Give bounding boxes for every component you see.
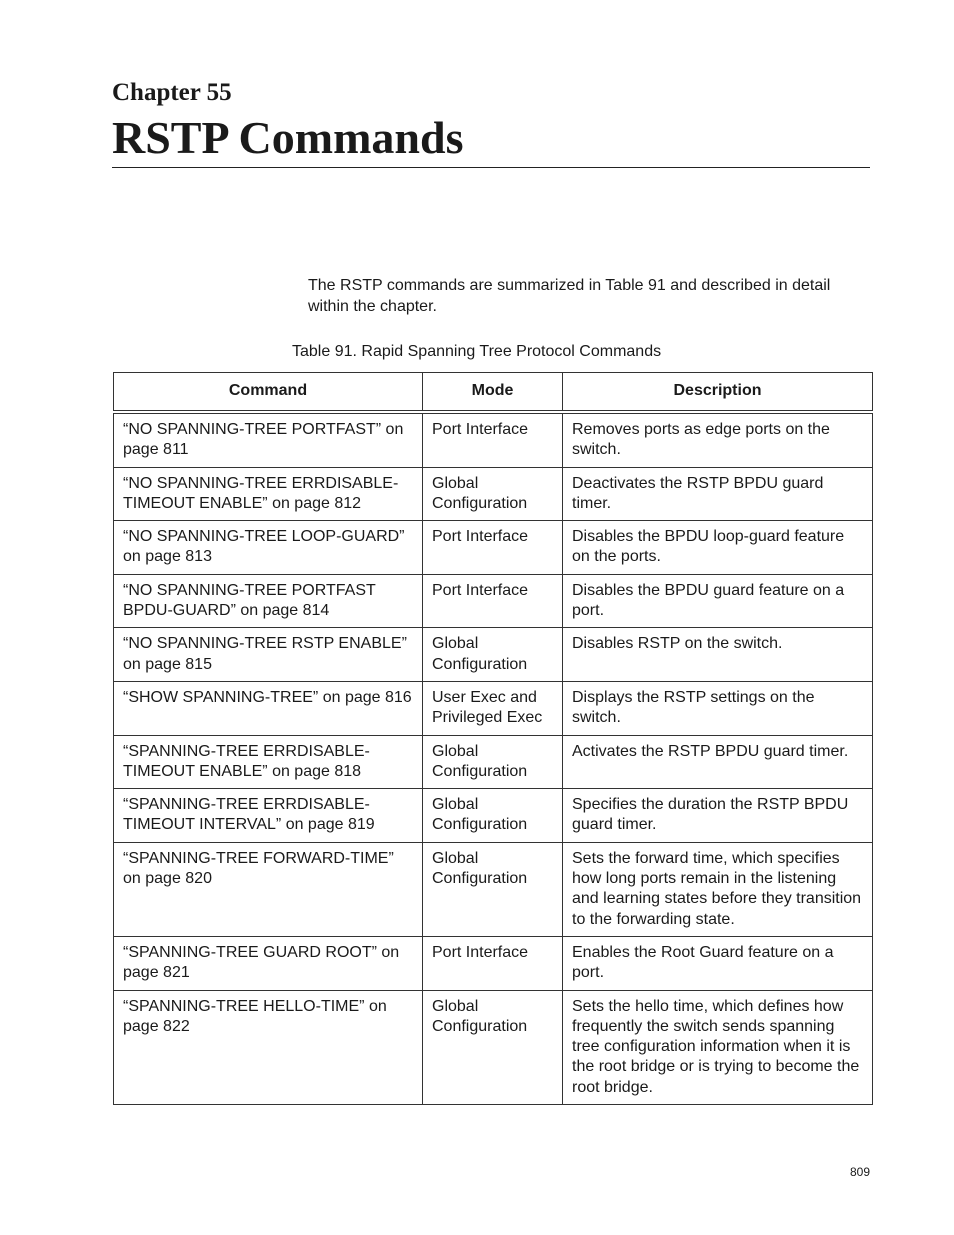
description-cell: Sets the forward time, which specifies how long ports remain in the listening and learning states before they transition to the forwarding state. (563, 842, 873, 936)
mode-cell: Port Interface (423, 936, 563, 990)
command-cell[interactable]: “SHOW SPANNING-TREE” on page 816 (114, 681, 423, 735)
command-cell[interactable]: “SPANNING-TREE GUARD ROOT” on page 821 (114, 936, 423, 990)
commands-table (113, 372, 873, 1105)
description-cell: Removes ports as edge ports on the switch. (563, 412, 873, 467)
table-header-row (114, 373, 873, 413)
page-number: 809 (849, 1165, 870, 1179)
description-cell: Deactivates the RSTP BPDU guard timer. (563, 467, 873, 521)
command-cell[interactable]: “SPANNING-TREE ERRDISABLE-TIMEOUT ENABLE” on page 818 (114, 735, 423, 789)
command-cell[interactable]: “SPANNING-TREE ERRDISABLE-TIMEOUT INTERVAL” on page 819 (114, 789, 423, 843)
table-row (114, 789, 873, 843)
mode-cell: Global Configuration (423, 990, 563, 1104)
mode-cell: Global Configuration (423, 789, 563, 843)
description-cell: Disables RSTP on the switch. (563, 628, 873, 682)
header-command: Command (114, 373, 423, 413)
mode-cell: Global Configuration (423, 735, 563, 789)
mode-cell: Port Interface (423, 412, 563, 467)
description-cell: Enables the Root Guard feature on a port. (563, 936, 873, 990)
command-cell[interactable]: “NO SPANNING-TREE RSTP ENABLE” on page 815 (114, 628, 423, 682)
description-cell: Disables the BPDU guard feature on a port. (563, 574, 873, 628)
mode-cell: User Exec and Privileged Exec (423, 681, 563, 735)
mode-cell: Port Interface (423, 521, 563, 575)
table-row (114, 467, 873, 521)
chapter-title: RSTP Commands (112, 112, 464, 163)
table-row (114, 936, 873, 990)
description-cell: Disables the BPDU loop-guard feature on the ports. (563, 521, 873, 575)
mode-cell: Global Configuration (423, 842, 563, 936)
command-cell[interactable]: “NO SPANNING-TREE PORTFAST BPDU-GUARD” on page 814 (114, 574, 423, 628)
chapter-label: Chapter 55 (112, 79, 232, 106)
command-cell[interactable]: “NO SPANNING-TREE LOOP-GUARD” on page 813 (114, 521, 423, 575)
header-description: Description (563, 373, 873, 413)
command-cell[interactable]: “NO SPANNING-TREE PORTFAST” on page 811 (114, 412, 423, 467)
table-row (114, 842, 873, 936)
table-row (114, 990, 873, 1104)
table-row (114, 412, 873, 467)
description-cell: Activates the RSTP BPDU guard timer. (563, 735, 873, 789)
table-row (114, 681, 873, 735)
command-cell[interactable]: “SPANNING-TREE HELLO-TIME” on page 822 (114, 990, 423, 1104)
command-cell[interactable]: “NO SPANNING-TREE ERRDISABLE-TIMEOUT ENABLE” on page 812 (114, 467, 423, 521)
description-cell: Specifies the duration the RSTP BPDU guard timer. (563, 789, 873, 843)
mode-cell: Global Configuration (423, 628, 563, 682)
table-caption: Table 91. Rapid Spanning Tree Protocol Commands (292, 343, 662, 360)
table-row (114, 574, 873, 628)
table-row (114, 628, 873, 682)
mode-cell: Port Interface (423, 574, 563, 628)
description-cell: Sets the hello time, which defines how frequently the switch sends spanning tree configuration information when it is the root bridge or is trying to become the root bridge. (563, 990, 873, 1104)
table-row (114, 735, 873, 789)
title-divider (112, 167, 870, 168)
intro-paragraph: The RSTP commands are summarized in Table 91 and described in detail within the chapter. (308, 277, 831, 315)
command-cell[interactable]: “SPANNING-TREE FORWARD-TIME” on page 820 (114, 842, 423, 936)
header-mode: Mode (423, 373, 563, 413)
description-cell: Displays the RSTP settings on the switch. (563, 681, 873, 735)
table-row (114, 521, 873, 575)
mode-cell: Global Configuration (423, 467, 563, 521)
